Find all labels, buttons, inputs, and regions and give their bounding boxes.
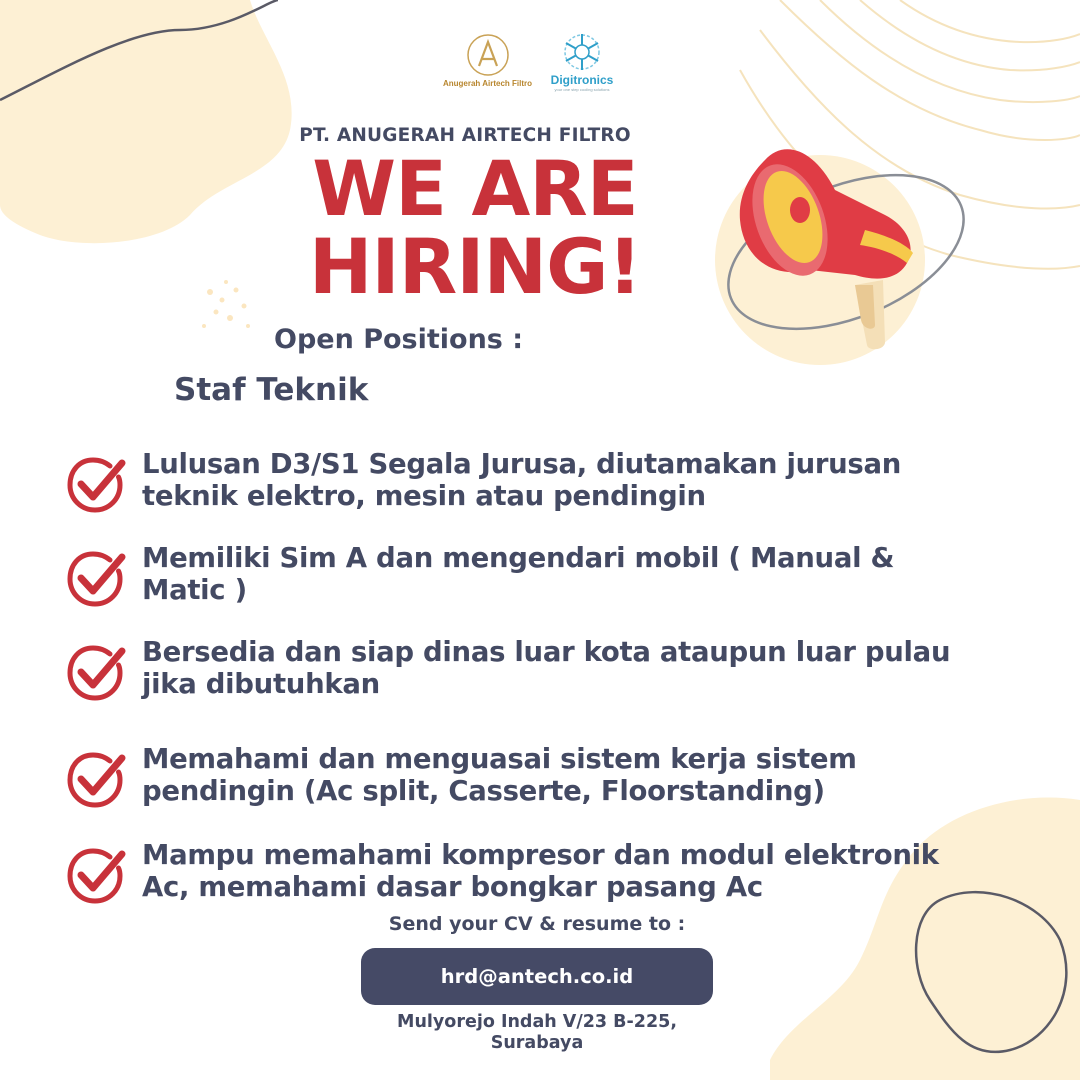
- letter-a-icon: [465, 32, 511, 78]
- requirement-line: teknik elektro, mesin atau pendingin: [142, 480, 706, 512]
- headline-line-2: HIRING!: [308, 222, 642, 311]
- requirement-line: Mampu memahami kompresor dan modul elektronik: [142, 839, 939, 871]
- requirement-line: Memiliki Sim A dan mengendari mobil ( Manual &: [142, 542, 895, 574]
- snowflake-icon: [560, 30, 604, 74]
- requirement-line: jika dibutuhkan: [142, 668, 380, 700]
- checkmark-icon: [64, 548, 126, 610]
- requirement-item: [0, 743, 1080, 813]
- requirement-text: [142, 448, 1042, 512]
- requirement-line: Ac, memahami dasar bongkar pasang Ac: [142, 871, 763, 903]
- anugerah-logo-text: Anugerah Airtech Filtro: [442, 79, 533, 88]
- requirement-item: [0, 839, 1080, 909]
- headline: [240, 144, 710, 311]
- open-positions-label: Open Positions :: [274, 324, 524, 355]
- email-button[interactable]: hrd@antech.co.id: [361, 948, 713, 1005]
- requirement-item: [0, 636, 1080, 706]
- headline-line-1: WE ARE: [312, 144, 638, 233]
- requirement-line: Memahami dan menguasai sistem kerja sistem: [142, 743, 857, 775]
- requirement-line: Lulusan D3/S1 Segala Jurusa, diutamakan jurusan: [142, 448, 902, 480]
- checkmark-icon: [64, 642, 126, 704]
- requirement-line: Bersedia dan siap dinas luar kota ataupun luar pulau: [142, 636, 951, 668]
- send-cv-label: Send your CV & resume to :: [388, 913, 686, 935]
- position-title: Staf Teknik: [174, 372, 369, 408]
- digitronics-logo-text: Digitronics: [550, 73, 614, 87]
- logos: [430, 28, 630, 100]
- digitronics-logo: [534, 28, 630, 100]
- address-line-1: Mulyorejo Indah V/23 B-225,: [397, 1012, 677, 1032]
- requirement-text: [142, 542, 1042, 606]
- requirement-text: [142, 636, 1042, 700]
- requirement-item: [0, 542, 1080, 612]
- address: [320, 1012, 754, 1054]
- requirement-line: Matic ): [142, 574, 247, 606]
- requirement-item: [0, 448, 1080, 518]
- digitronics-tagline: your one step cooling solutions: [554, 87, 610, 92]
- megaphone-icon: [735, 135, 945, 355]
- checkmark-icon: [64, 454, 126, 516]
- company-name: PT. ANUGERAH AIRTECH FILTRO: [299, 125, 631, 146]
- checkmark-icon: [64, 749, 126, 811]
- anugerah-airtech-logo: [430, 28, 545, 100]
- checkmark-icon: [64, 845, 126, 907]
- requirement-line: pendingin (Ac split, Casserte, Floorstanding): [142, 775, 825, 807]
- requirement-text: [142, 743, 1042, 807]
- requirement-text: [142, 839, 1042, 903]
- address-line-2: Surabaya: [490, 1033, 584, 1053]
